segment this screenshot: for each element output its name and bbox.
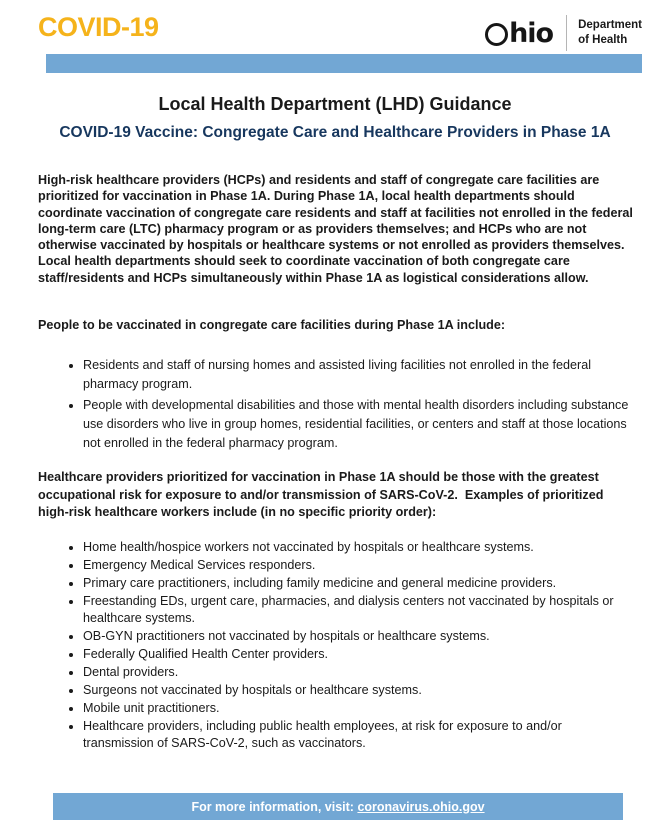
intro-paragraph: High-risk healthcare providers (HCPs) and residents and staff of congregate care facilities are prioritized for vaccination in Phase 1A. During Phase 1A, local health departments should coordinate vaccination of congregate care residents and staff at facilities not enrolled in the federal long-term care (LTC) pharmacy program or as providers themselves; and HCPs who are not otherwise vaccinated by hospitals or healthcare systems or not enrolled as providers themselves. Local health departments should seek to coordinate vaccination of both congregate care staff/residents and HCPs simultaneously within Phase 1A as logistical considerations allow. [38,173,637,285]
logo-divider [566,15,567,51]
department-of-health-label [578,18,642,48]
list-item: • People with developmental disabilities and those with mental health disorders including substance use disorders who live in group homes, residential facilities, or centers and staff at those locations not enrolled in the federal pharmacy program. [83,396,635,453]
list-item: • Federally Qualified Health Center providers. [83,646,635,663]
section-congregate-care-heading: People to be vaccinated in congregate care facilities during Phase 1A include: [38,318,506,333]
document-body [38,172,635,753]
congregate-care-bullet-list [38,356,635,453]
header-accent-bar [46,54,642,73]
list-item: • Primary care practitioners, including family medicine and general medicine providers. [83,575,635,592]
page-subtitle: COVID-19 Vaccine: Congregate Care and Healthcare Providers in Phase 1A [59,124,611,141]
dept-line-2: of Health [578,34,628,46]
document-header [38,13,642,55]
list-item: • Residents and staff of nursing homes and assisted living facilities not enrolled in the federal pharmacy program. [83,356,635,394]
ohio-department-of-health-logo [485,15,642,51]
list-item: • Dental providers. [83,664,635,681]
list-item: • OB-GYN practitioners not vaccinated by hospitals or healthcare systems. [83,628,635,645]
ohio-o-circle-icon [485,23,508,46]
list-item: • Healthcare providers, including public health employees, at risk for exposure to and/or transmission of SARS-CoV-2, such as vaccinators. [83,718,635,752]
list-item: • Home health/hospice workers not vaccinated by hospitals or healthcare systems. [83,539,635,556]
section-healthcare-providers-heading: Healthcare providers prioritized for vaccination in Phase 1A should be those with the greatest occupational risk for exposure to and/or transmission of SARS-CoV-2. Examples of prioritized high-risk healthcare workers include (in no specific priority order): [38,470,607,520]
list-item: • Freestanding EDs, urgent care, pharmacies, and dialysis centers not vaccinated by hospitals or healthcare systems. [83,593,635,627]
ohio-wordmark: hio [509,17,554,49]
healthcare-providers-bullet-list [38,539,635,752]
covid-19-label: COVID-19 [38,12,159,42]
coronavirus-ohio-gov-link[interactable]: coronavirus.ohio.gov [357,799,485,814]
page-title: Local Health Department (LHD) Guidance [158,94,512,114]
list-item: • Mobile unit practitioners. [83,700,635,717]
list-item: • Surgeons not vaccinated by hospitals or healthcare systems. [83,682,635,699]
list-item: • Emergency Medical Services responders. [83,557,635,574]
footer-text: For more information, visit: [191,799,358,814]
footer-info-bar [53,793,623,820]
dept-line-1: Department [578,19,642,32]
